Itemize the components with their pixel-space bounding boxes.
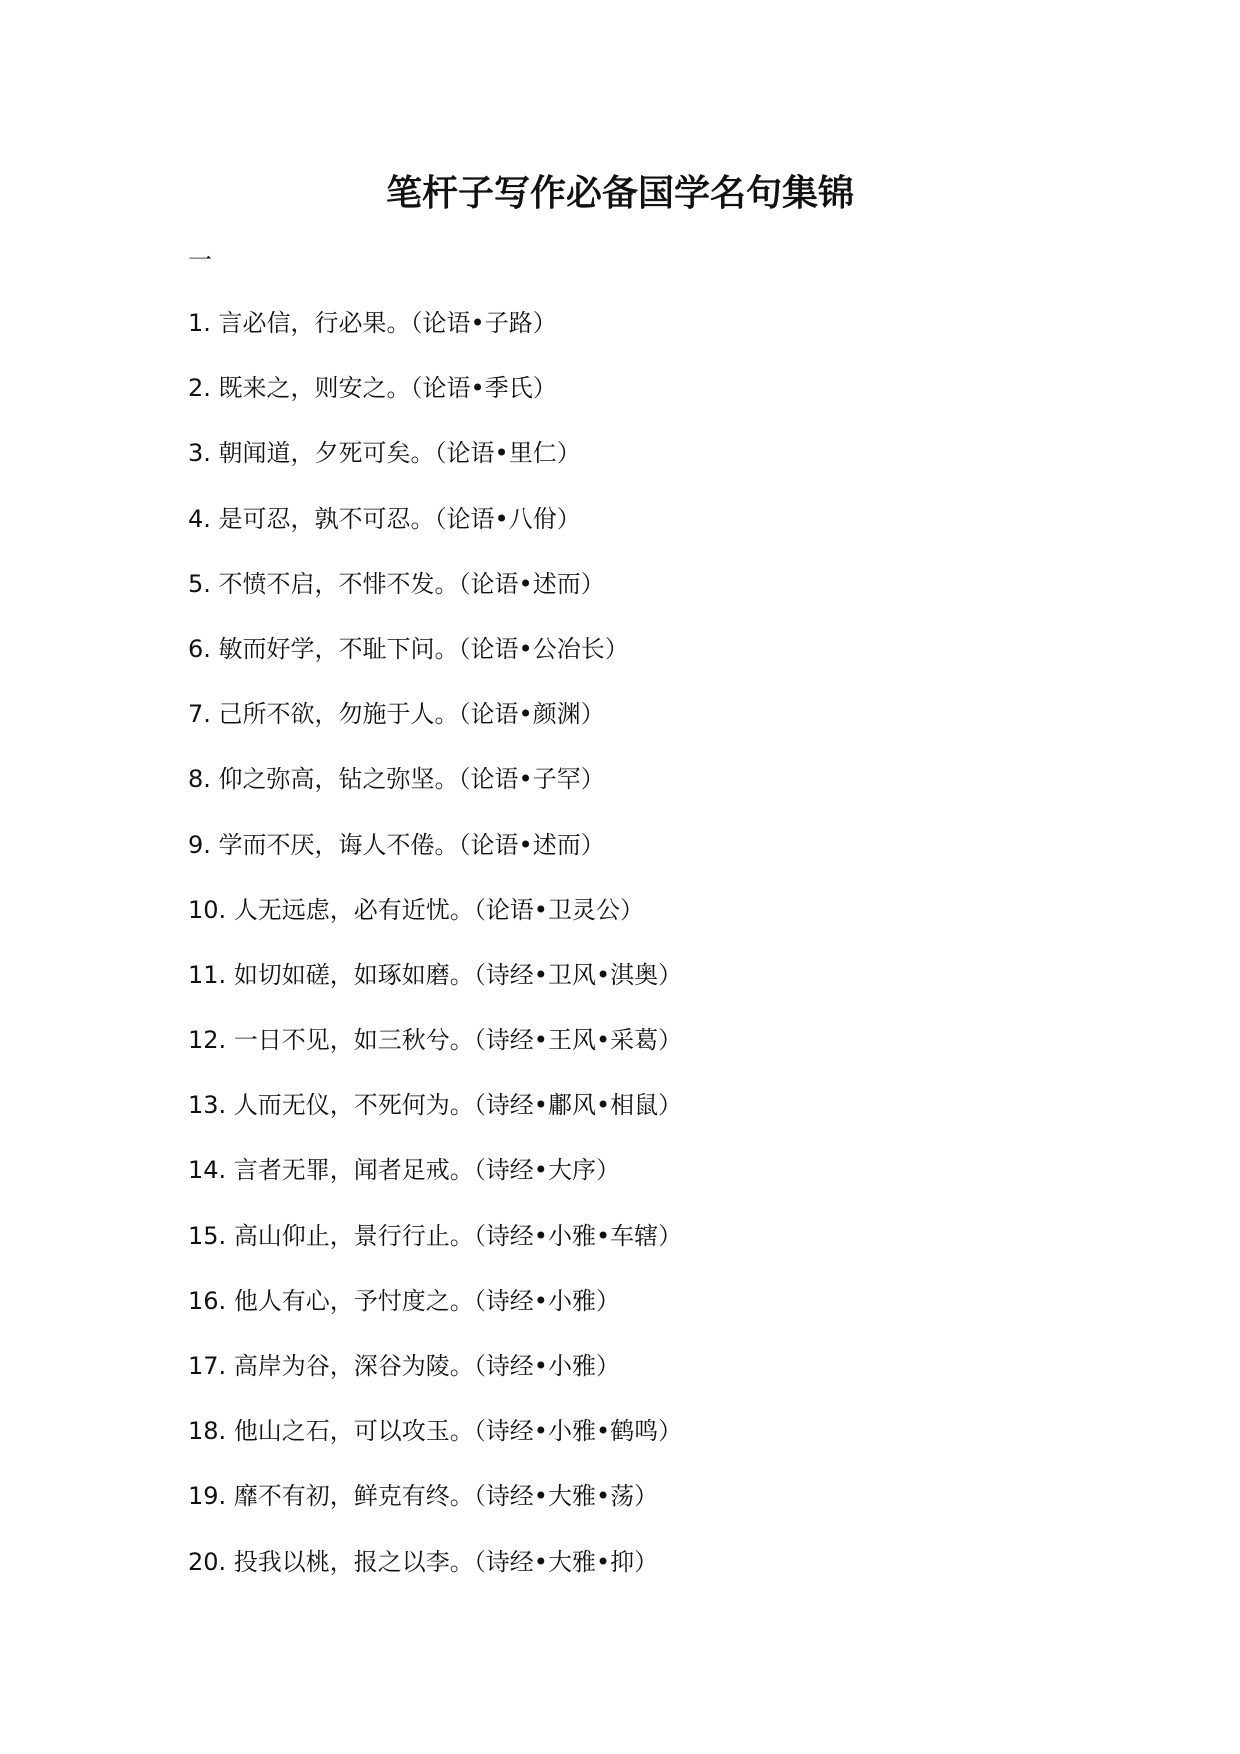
- item-source: （诗经•鄘风•相鼠）: [473, 1091, 683, 1120]
- item-number: 7.: [188, 700, 211, 729]
- item-number: 1.: [188, 309, 211, 337]
- item-source: （论语•季氏）: [410, 374, 557, 403]
- item-text: 投我以桃，报之以李。: [233, 1547, 474, 1576]
- list-item: [188, 1089, 682, 1154]
- list-item: [188, 959, 682, 1024]
- item-text: 不愤不启，不悱不发。: [218, 569, 459, 598]
- item-number: 13.: [188, 1091, 227, 1120]
- item-number: 14.: [188, 1156, 227, 1185]
- item-source: （论语•公冶长）: [458, 634, 629, 663]
- item-source: （诗经•卫风•淇奥）: [473, 960, 683, 989]
- item-source: （诗经•大雅•荡）: [473, 1482, 659, 1511]
- list-item: [188, 829, 682, 894]
- quote-list: [188, 307, 682, 1611]
- list-item: [188, 1285, 682, 1350]
- item-source: （诗经•小雅）: [473, 1286, 620, 1315]
- list-item: [188, 1154, 682, 1219]
- item-source: （论语•颜渊）: [458, 700, 605, 729]
- item-number: 17.: [188, 1352, 227, 1380]
- item-number: 6.: [188, 634, 211, 663]
- item-number: 19.: [188, 1482, 227, 1511]
- item-text: 既来之，则安之。: [218, 374, 411, 403]
- item-text: 一日不见，如三秋兮。: [233, 1026, 474, 1055]
- list-item: [188, 372, 682, 437]
- item-source: （诗经•小雅•车辖）: [473, 1221, 683, 1250]
- list-item: [188, 1220, 682, 1285]
- item-number: 12.: [188, 1026, 227, 1055]
- item-text: 高岸为谷，深谷为陵。: [233, 1352, 474, 1380]
- item-number: 5.: [188, 569, 211, 598]
- item-text: 学而不厌，诲人不倦。: [218, 830, 459, 859]
- list-item: [188, 1415, 682, 1480]
- item-text: 如切如磋，如琢如磨。: [233, 960, 474, 989]
- item-number: 4.: [188, 504, 211, 533]
- list-item: [188, 1350, 682, 1415]
- item-source: （诗经•小雅）: [473, 1352, 620, 1380]
- item-text: 言必信，行必果。: [218, 309, 411, 337]
- item-text: 他人有心，予忖度之。: [233, 1286, 474, 1315]
- list-item: [188, 1480, 682, 1545]
- item-source: （诗经•大雅•抑）: [473, 1547, 659, 1576]
- section-marker: 一: [188, 246, 212, 274]
- item-text: 靡不有初，鲜克有终。: [233, 1482, 474, 1511]
- item-text: 言者无罪，闻者足戒。: [233, 1156, 474, 1185]
- item-number: 11.: [188, 960, 227, 989]
- item-source: （论语•卫灵公）: [473, 895, 644, 924]
- item-number: 2.: [188, 374, 211, 403]
- list-item: [188, 437, 682, 502]
- item-source: （诗经•大序）: [473, 1156, 620, 1185]
- list-item: [188, 763, 682, 828]
- item-source: （论语•述而）: [458, 830, 605, 859]
- item-text: 是可忍，孰不可忍。: [218, 504, 435, 533]
- item-text: 人无远虑，必有近忧。: [233, 895, 474, 924]
- item-text: 高山仰止，景行行止。: [233, 1221, 474, 1250]
- list-item: [188, 568, 682, 633]
- item-source: （论语•子罕）: [458, 765, 605, 794]
- item-number: 9.: [188, 830, 211, 859]
- list-item: [188, 633, 682, 698]
- item-source: （诗经•王风•采葛）: [473, 1026, 683, 1055]
- item-text: 己所不欲，勿施于人。: [218, 700, 459, 729]
- list-item: [188, 894, 682, 959]
- item-number: 16.: [188, 1286, 227, 1315]
- list-item: [188, 307, 682, 372]
- item-text: 敏而好学，不耻下问。: [218, 634, 459, 663]
- item-source: （论语•述而）: [458, 569, 605, 598]
- list-item: [188, 503, 682, 568]
- page-title: 笔杆子写作必备国学名句集锦: [385, 173, 854, 214]
- item-number: 18.: [188, 1417, 227, 1446]
- item-number: 20.: [188, 1547, 227, 1576]
- item-text: 朝闻道，夕死可矣。: [218, 439, 435, 468]
- item-number: 10.: [188, 895, 227, 924]
- list-item: [188, 1546, 682, 1611]
- item-source: （论语•八佾）: [434, 504, 581, 533]
- item-number: 15.: [188, 1221, 227, 1250]
- item-text: 仰之弥高，钻之弥坚。: [218, 765, 459, 794]
- item-number: 3.: [188, 439, 211, 468]
- item-source: （论语•子路）: [410, 309, 557, 337]
- list-item: [188, 1024, 682, 1089]
- item-text: 他山之石，可以攻玉。: [233, 1417, 474, 1446]
- item-number: 8.: [188, 765, 211, 794]
- item-text: 人而无仪，不死何为。: [233, 1091, 474, 1120]
- item-source: （诗经•小雅•鹤鸣）: [473, 1417, 683, 1446]
- item-source: （论语•里仁）: [434, 439, 581, 468]
- list-item: [188, 698, 682, 763]
